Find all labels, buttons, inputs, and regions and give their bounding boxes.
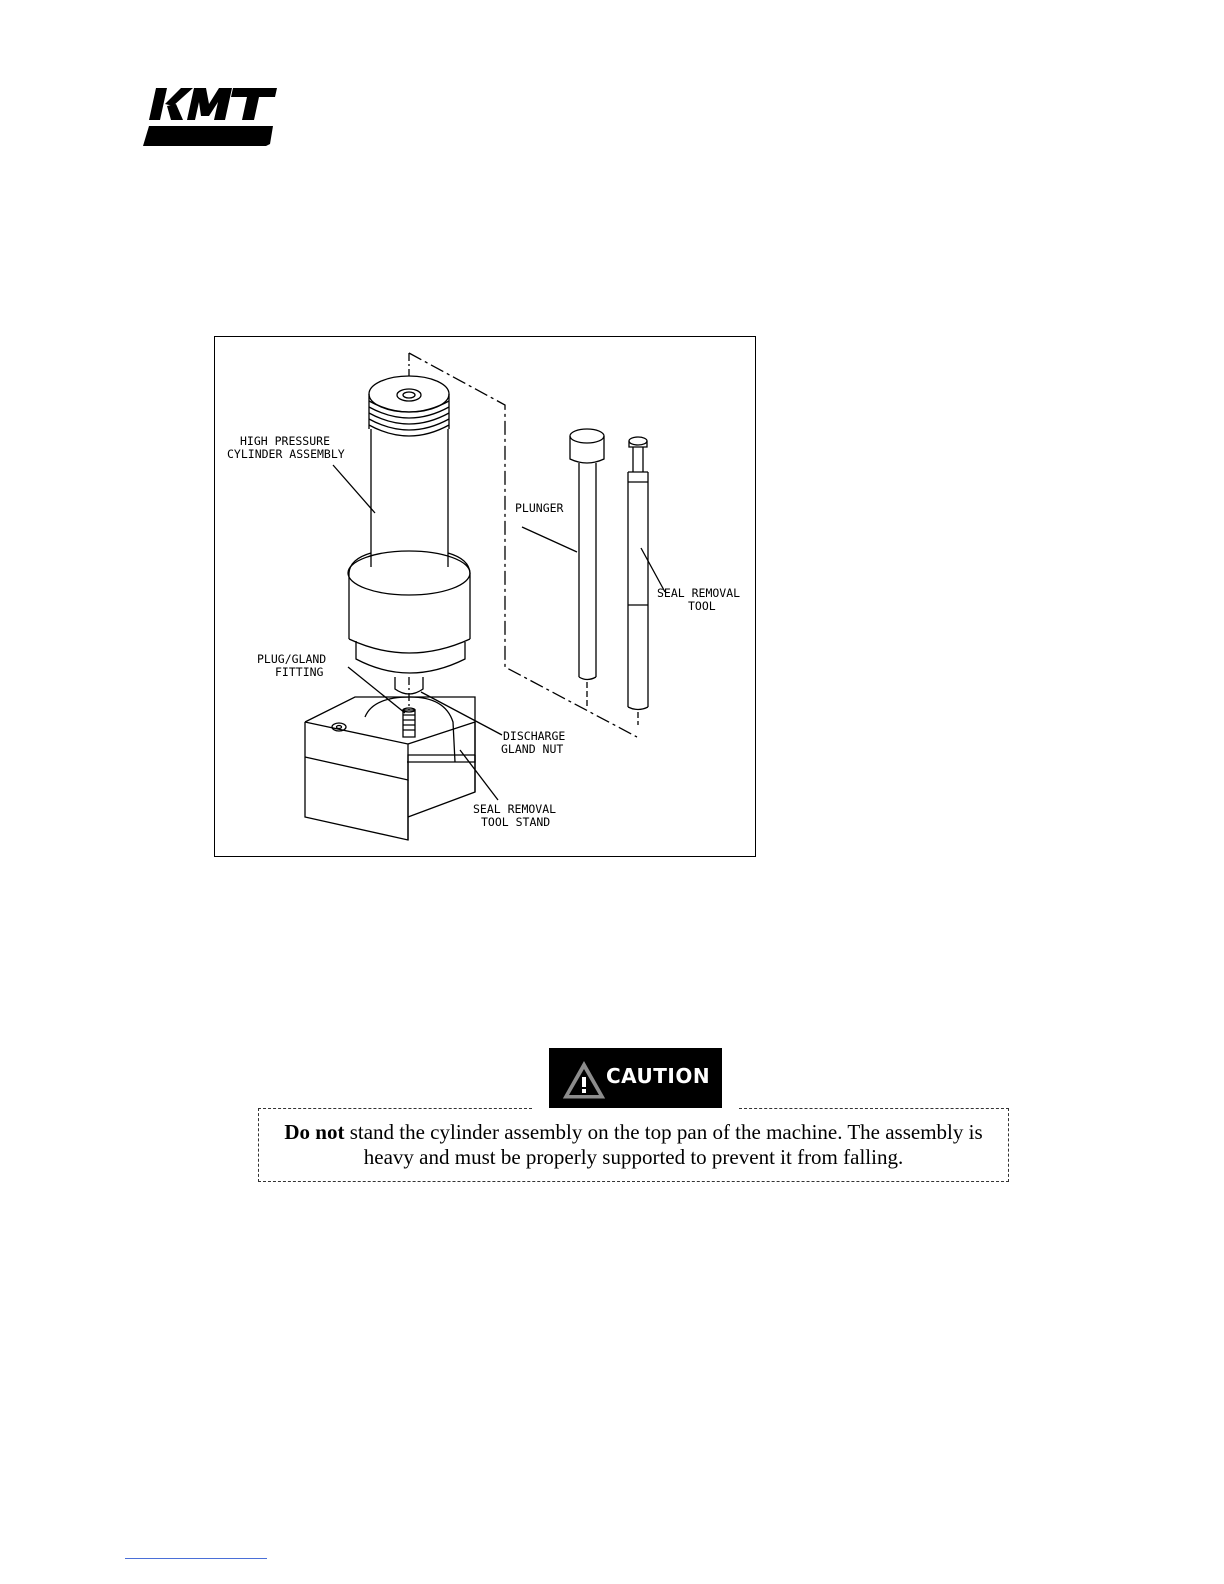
- caution-emphasis: Do not: [284, 1120, 345, 1144]
- caution-body: stand the cylinder assembly on the top pan of the machine. The assembly is heavy and must be properly supported to prevent it from falling.: [344, 1120, 983, 1169]
- cylinder-assembly-figure: [214, 336, 756, 857]
- kmt-logo: [143, 84, 279, 150]
- warning-triangle-icon: [560, 1057, 608, 1101]
- seal-tool-label-line2: TOOL: [688, 599, 716, 613]
- caution-message: [259, 1120, 1008, 1170]
- stand-label-line1: SEAL REMOVAL: [473, 802, 557, 816]
- caution-label: CAUTION: [606, 1064, 711, 1088]
- assembly-drawing: [215, 337, 755, 856]
- footer-rule: [125, 1558, 267, 1559]
- seal-tool-label-line1: SEAL REMOVAL: [657, 586, 741, 600]
- cylinder-label-line1: HIGH PRESSURE: [240, 434, 331, 448]
- plunger-label: PLUNGER: [515, 501, 564, 515]
- plug-label-line2: FITTING: [275, 665, 324, 679]
- caution-notice: [258, 1108, 1009, 1182]
- plug-label-line1: PLUG/GLAND: [257, 652, 327, 666]
- cylinder-label-line2: CYLINDER ASSEMBLY: [227, 447, 345, 461]
- stand-label-line2: TOOL STAND: [481, 815, 551, 829]
- caution-badge: [549, 1048, 722, 1108]
- nut-label-line2: GLAND NUT: [501, 742, 564, 756]
- nut-label-line1: DISCHARGE: [503, 729, 566, 743]
